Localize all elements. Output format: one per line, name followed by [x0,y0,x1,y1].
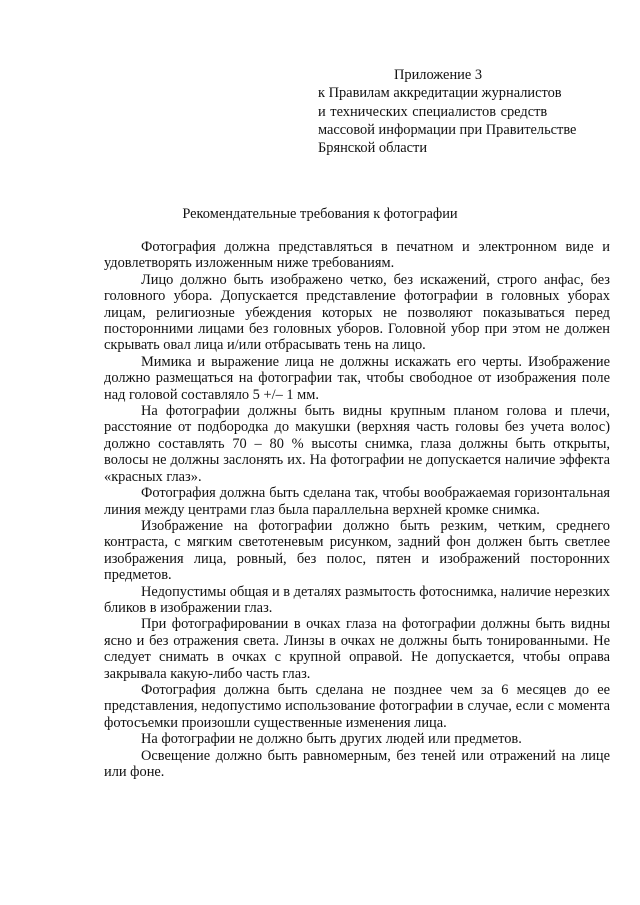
appendix-header-line: массовой информации при Правительстве [318,121,577,138]
appendix-header-line: и технических специалистов средств [318,103,548,120]
paragraph: Освещение должно быть равномерным, без теней или отражений на лице или фоне. [104,747,610,780]
paragraph: Мимика и выражение лица не должны искажать его черты. Изображение должно размещаться на фотографии так, чтобы свободное от изображения поле над головой составляло 5 +/– 1 мм. [104,353,610,403]
paragraph: При фотографировании в очках глаза на фотографии должны быть видны ясно и без отражения света. Линзы в очках не должны быть тонированными. Не следует снимать в очках с крупной оправой. Не допускается, чтобы оправа закрывала какую-либо часть глаз. [104,616,610,682]
appendix-header-line: Брянской области [318,140,428,157]
appendix-number: Приложение 3 [394,67,483,83]
appendix-header [318,66,618,157]
paragraph: Фотография должна представляться в печатном и электронном виде и удовлетворять изложенным ниже требованиям. [104,239,610,272]
paragraph: Фотография должна быть сделана так, чтобы воображаемая горизонтальная линия между центрами глаз была параллельна верхней кромке снимка. [104,485,610,518]
paragraph: Изображение на фотографии должно быть резким, четким, среднего контраста, с мягким светотеневым рисунком, задний фон должен быть светлее изображения лица, ровный, без полос, пятен и изображений посторонних предметов. [104,517,610,584]
document-body [104,239,610,780]
appendix-header-line: к Правилам аккредитации журналистов [318,85,562,102]
paragraph: Фотография должна быть сделана не позднее чем за 6 месяцев до ее представления, недопустимо использование фотографии в случае, если с момента фотосъемки произошли существенные изменения лица. [104,681,610,731]
paragraph: На фотографии должны быть видны крупным планом голова и плечи, расстояние от подбородка до макушки (верхняя часть головы без учета волос) должно составлять 70 – 80 % высоты снимка, глаза должны быть открыты, волосы не должны заслонять их. На фотографии не допускается наличие эффекта «красных глаз». [104,403,610,485]
paragraph: На фотографии не должно быть других людей или предметов. [141,731,522,748]
paragraph: Недопустимы общая и в деталях размытость фотоснимка, наличие нерезких бликов в изображении глаз. [104,583,610,616]
paragraph: Лицо должно быть изображено четко, без искажений, строго анфас, без головного убора. Допускается представление фотографии в головных уборах лицам, религиозные убеждения которых не позволяют показываться перед посторонними лицами без головных уборов. Головной убор при этом не должен скрывать овал лица и/или отбрасывать тень на лицо. [104,271,610,354]
document-title: Рекомендательные требования к фотографии [182,206,458,222]
